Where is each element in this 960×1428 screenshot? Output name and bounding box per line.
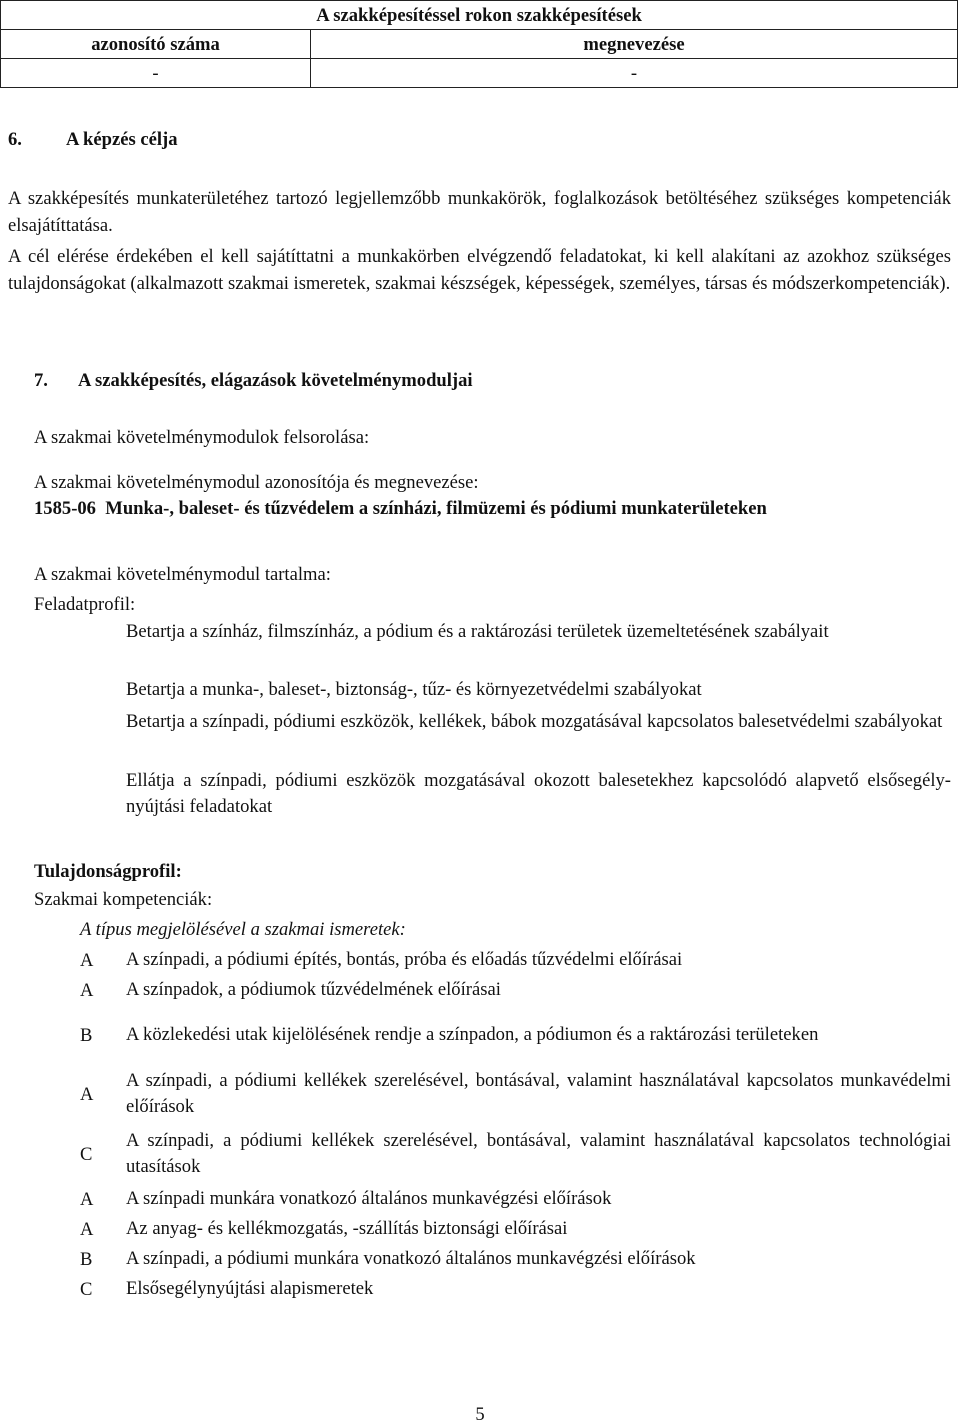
knowledge-label: A típus megjelölésével a szakmai ismeretek: bbox=[80, 919, 406, 940]
competencies-label: Szakmai kompetenciák: bbox=[34, 889, 213, 910]
task-item: Ellátja a színpadi, pódiumi eszközök mozgatásával okozott balesetekhez kapcsolódó alapvető elsősegély-nyújtási feladatokat bbox=[126, 770, 951, 817]
page-number: 5 bbox=[475, 1404, 485, 1425]
section-7-title: A szakképesítés, elágazások követelménymoduljai bbox=[78, 370, 473, 391]
knowledge-grade: A bbox=[80, 1188, 94, 1210]
knowledge-item bbox=[80, 1276, 951, 1302]
knowledge-grade: B bbox=[80, 1024, 93, 1046]
table-header-name: megnevezése bbox=[311, 30, 958, 59]
section-6-paragraph-1: A szakképesítés munkaterületéhez tartozó legjellemzőbb munkakörök, foglalkozások betöltéséhez szükséges kompetenciák elsajátíttatása. bbox=[8, 188, 951, 236]
knowledge-item bbox=[80, 1186, 951, 1212]
knowledge-text: A színpadi, a pódiumi munkára vonatkozó általános munkavégzési előírások bbox=[126, 1248, 696, 1269]
knowledge-item bbox=[80, 1128, 951, 1180]
knowledge-grade: A bbox=[80, 1218, 94, 1240]
section-6-paragraph-2: A cél elérése érdekében el kell sajátíttatni a munkakörben elvégzendő feladatokat, ki kell alakítani az azokhoz szükséges tulajdonságokat (alkalmazott szakmai ismeretek, szakmai készségek, képességek, személyes, társas és módszerkompetenciák). bbox=[8, 246, 951, 294]
knowledge-text: Az anyag- és kellékmozgatás, -szállítás biztonsági előírásai bbox=[126, 1218, 568, 1239]
task-item: Betartja a munka-, baleset-, biztonság-, tűz- és környezetvédelmi szabályokat bbox=[126, 679, 702, 700]
knowledge-text: A színpadi, a pódiumi építés, bontás, próba és előadás tűzvédelmi előírásai bbox=[126, 949, 683, 970]
table-header-id: azonosító száma bbox=[1, 30, 311, 59]
knowledge-text: A színpadi, a pódiumi kellékek szerelésével, bontásával, valamint használatával kapcsolatos technológiai utasítások bbox=[126, 1130, 951, 1177]
knowledge-item bbox=[80, 1246, 951, 1272]
knowledge-item bbox=[80, 977, 951, 1003]
knowledge-grade: B bbox=[80, 1248, 93, 1270]
task-item: Betartja a színház, filmszínház, a pódium és a raktározási területek üzemeltetésének szabályait bbox=[126, 621, 829, 642]
property-profile-label: Tulajdonságprofil: bbox=[34, 861, 182, 882]
knowledge-text: Elsősegélynyújtási alapismeretek bbox=[126, 1278, 374, 1299]
knowledge-text: A színpadi munkára vonatkozó általános munkavégzési előírások bbox=[126, 1188, 612, 1209]
task-profile-label: Feladatprofil: bbox=[34, 594, 136, 615]
related-qualifications-table bbox=[0, 0, 958, 88]
section-7-number: 7. bbox=[34, 370, 48, 391]
section-6-title: A képzés célja bbox=[66, 129, 178, 150]
section-6-heading bbox=[8, 126, 178, 153]
knowledge-grade: A bbox=[80, 949, 94, 971]
module-id-label: A szakmai követelménymodul azonosítója és megnevezése: bbox=[34, 472, 479, 493]
knowledge-item bbox=[80, 947, 951, 973]
table-cell-id: - bbox=[1, 59, 311, 88]
module-title: 1585-06 Munka-, baleset- és tűzvédelem a színházi, filmüzemi és pódiumi munkaterületeken bbox=[34, 498, 767, 519]
knowledge-grade: C bbox=[80, 1278, 93, 1300]
knowledge-item bbox=[80, 1216, 951, 1242]
knowledge-item bbox=[80, 1009, 951, 1061]
knowledge-text: A színpadi, a pódiumi kellékek szerelésével, bontásával, valamint használatával kapcsolatos munkavédelmi előírások bbox=[126, 1070, 951, 1117]
knowledge-grade: A bbox=[80, 979, 94, 1001]
knowledge-grade: A bbox=[80, 1083, 94, 1105]
knowledge-item bbox=[80, 1068, 951, 1120]
section-7-heading bbox=[34, 367, 473, 394]
section-6-number: 6. bbox=[8, 129, 22, 150]
table-cell-name: - bbox=[311, 59, 958, 88]
module-content-label: A szakmai követelménymodul tartalma: bbox=[34, 564, 331, 585]
module-list-label: A szakmai követelménymodulok felsorolása: bbox=[34, 427, 370, 448]
task-item: Betartja a színpadi, pódiumi eszközök, kellékek, bábok mozgatásával kapcsolatos balesetvédelmi szabályokat bbox=[126, 711, 943, 732]
knowledge-grade: C bbox=[80, 1143, 93, 1165]
knowledge-text: A közlekedési utak kijelölésének rendje a színpadon, a pódiumon és a raktározási területeken bbox=[126, 1024, 819, 1045]
knowledge-text: A színpadok, a pódiumok tűzvédelmének előírásai bbox=[126, 979, 501, 1000]
table-title: A szakképesítéssel rokon szakképesítések bbox=[1, 1, 958, 30]
